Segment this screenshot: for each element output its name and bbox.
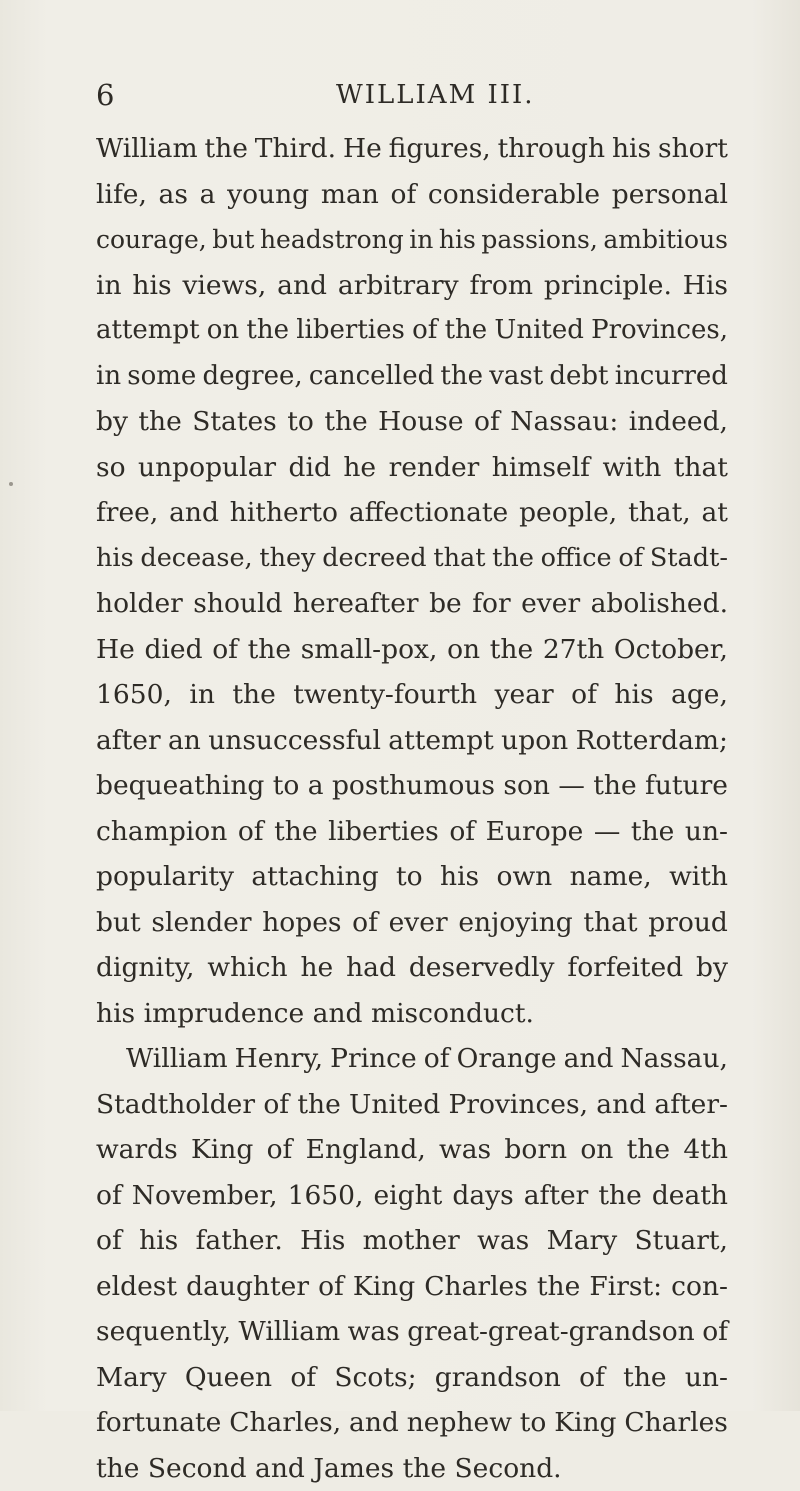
text-line: dignity, which he had deservedly forfeited by [96, 945, 728, 991]
text-line: but slender hopes of ever enjoying that proud [96, 900, 728, 946]
paragraph-end-line: his imprudence and misconduct. [96, 991, 728, 1037]
text-line: William the Third. He figures, through his short [96, 126, 728, 172]
text-line: life, as a young man of considerable personal [96, 172, 728, 218]
text-line: He died of the small-pox, on the 27th October, [96, 627, 728, 673]
body-text [96, 126, 728, 1491]
text-line: sequently, William was great-great-grandson of [96, 1309, 728, 1355]
page-number: 6 [96, 78, 114, 112]
text-line: attempt on the liberties of the United Provinces, [96, 308, 728, 354]
text-line: fortunate Charles, and nephew to King Charles [96, 1400, 728, 1446]
text-line: champion of the liberties of Europe — the un- [96, 809, 728, 855]
text-line: Mary Queen of Scots; grandson of the un- [96, 1355, 728, 1401]
text-line: wards King of England, was born on the 4th [96, 1127, 728, 1173]
text-line: bequeathing to a posthumous son — the future [96, 763, 728, 809]
text-line: of November, 1650, eight days after the death [96, 1173, 728, 1219]
text-line: eldest daughter of King Charles the First: con- [96, 1264, 728, 1310]
text-line: Stadtholder of the United Provinces, and after- [96, 1082, 728, 1128]
text-line: holder should hereafter be for ever abolished. [96, 581, 728, 627]
paper-speck [9, 482, 13, 486]
text-line: after an unsuccessful attempt upon Rotterdam; [96, 718, 728, 764]
text-line: free, and hitherto affectionate people, that, at [96, 490, 728, 536]
text-line: in his views, and arbitrary from principle. His [96, 263, 728, 309]
text-line: courage, but headstrong in his passions, ambitious [96, 217, 728, 263]
text-line: in some degree, cancelled the vast debt incurred [96, 354, 728, 400]
paragraph-end-line: the Second and James the Second. [96, 1446, 728, 1491]
text-line: 1650, in the twenty-fourth year of his age, [96, 672, 728, 718]
text-line: of his father. His mother was Mary Stuart, [96, 1218, 728, 1264]
paragraph-start-line: William Henry, Prince of Orange and Nassau, [96, 1036, 728, 1082]
text-line: by the States to the House of Nassau: indeed, [96, 399, 728, 445]
text-line: popularity attaching to his own name, with [96, 854, 728, 900]
running-title: WILLIAM III. [336, 78, 535, 112]
text-line: his decease, they decreed that the office of Stadt- [96, 536, 728, 582]
text-line: so unpopular did he render himself with that [96, 445, 728, 491]
running-head [96, 78, 736, 112]
